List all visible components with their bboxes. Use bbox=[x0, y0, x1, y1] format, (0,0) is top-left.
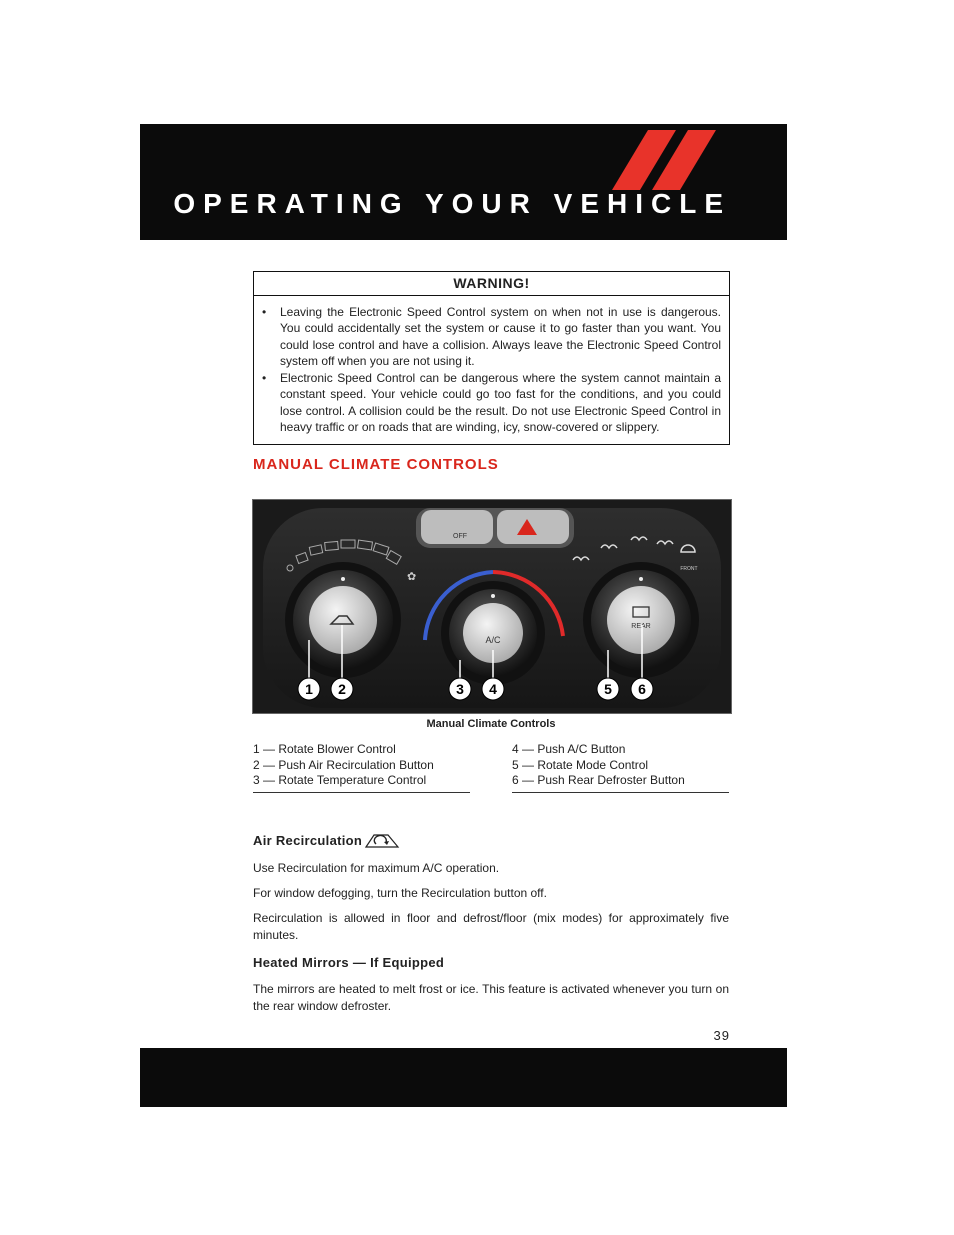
legend-item: 3 — Rotate Temperature Control bbox=[253, 773, 427, 787]
callout-label: 1 bbox=[305, 681, 313, 697]
page-number: 39 bbox=[713, 1028, 730, 1043]
footer-bar bbox=[140, 1048, 787, 1107]
paragraph: The mirrors are heated to melt frost or ice. This feature is activated whenever you turn on the rear window defroster. bbox=[253, 982, 729, 1013]
legend-item: 2 — Push Air Recirculation Button bbox=[253, 757, 434, 772]
svg-text:✿: ✿ bbox=[407, 570, 417, 583]
legend-item: 5 — Rotate Mode Control bbox=[512, 757, 649, 772]
warning-bullet: • Leaving the Electronic Speed Control system on when not in use is dangerous. You could accidentally set the system or cause it to go faster than you want. You could lose control and have a collision. Always leave the Electronic Speed Control system off when you are not using it. bbox=[280, 304, 721, 369]
rear-defrost-label: REAR bbox=[631, 623, 651, 630]
front-defrost-label: FRONT bbox=[680, 566, 698, 572]
warning-box bbox=[253, 271, 730, 445]
callout-label: 5 bbox=[604, 681, 612, 697]
mode-knob bbox=[583, 562, 699, 678]
brand-stripes-icon bbox=[610, 130, 730, 190]
legend-item: 4 — Push A/C Button bbox=[512, 742, 626, 756]
header-bar bbox=[140, 124, 787, 240]
paragraph: For window defogging, turn the Recirculation button off. bbox=[253, 886, 547, 900]
callout-label: 4 bbox=[489, 681, 497, 697]
blower-knob bbox=[285, 562, 401, 678]
callout-label: 6 bbox=[638, 681, 646, 697]
legend-item: 1 — Rotate Blower Control bbox=[253, 742, 396, 756]
page-section-title: OPERATING YOUR VEHICLE bbox=[173, 188, 731, 219]
ac-button-label: A/C bbox=[485, 635, 501, 645]
warning-bullet: • Electronic Speed Control can be dangerous where the system cannot maintain a constant speed. Your vehicle could go too fast for the conditions, and you could lose control. A collision could be the result. Do not use Electronic Speed Control in heavy traffic or on roads that are winding, icy, snow-covered or slippery. bbox=[280, 370, 721, 435]
paragraph: Recirculation is allowed in floor and defrost/floor (mix modes) for approximately five minutes. bbox=[253, 911, 729, 942]
callout-label: 2 bbox=[338, 681, 346, 697]
section-heading: MANUAL CLIMATE CONTROLS bbox=[253, 456, 499, 473]
figure-caption: Manual Climate Controls bbox=[426, 718, 556, 730]
warning-list bbox=[254, 296, 729, 435]
legend-item: 6 — Push Rear Defroster Button bbox=[512, 773, 685, 787]
air-recirculation-icon bbox=[364, 829, 404, 851]
warning-title: WARNING! bbox=[254, 272, 729, 296]
climate-panel-illustration bbox=[253, 500, 731, 713]
climate-controls-photo bbox=[252, 499, 732, 714]
legend-left bbox=[253, 742, 470, 793]
legend-right bbox=[512, 742, 729, 793]
air-recirculation-heading: Air Recirculation bbox=[253, 833, 363, 848]
paragraph: Use Recirculation for maximum A/C operation. bbox=[253, 861, 500, 875]
callout-label: 3 bbox=[456, 681, 464, 697]
heated-mirrors-heading: Heated Mirrors — If Equipped bbox=[253, 955, 445, 970]
esc-off-label: OFF bbox=[453, 533, 467, 540]
